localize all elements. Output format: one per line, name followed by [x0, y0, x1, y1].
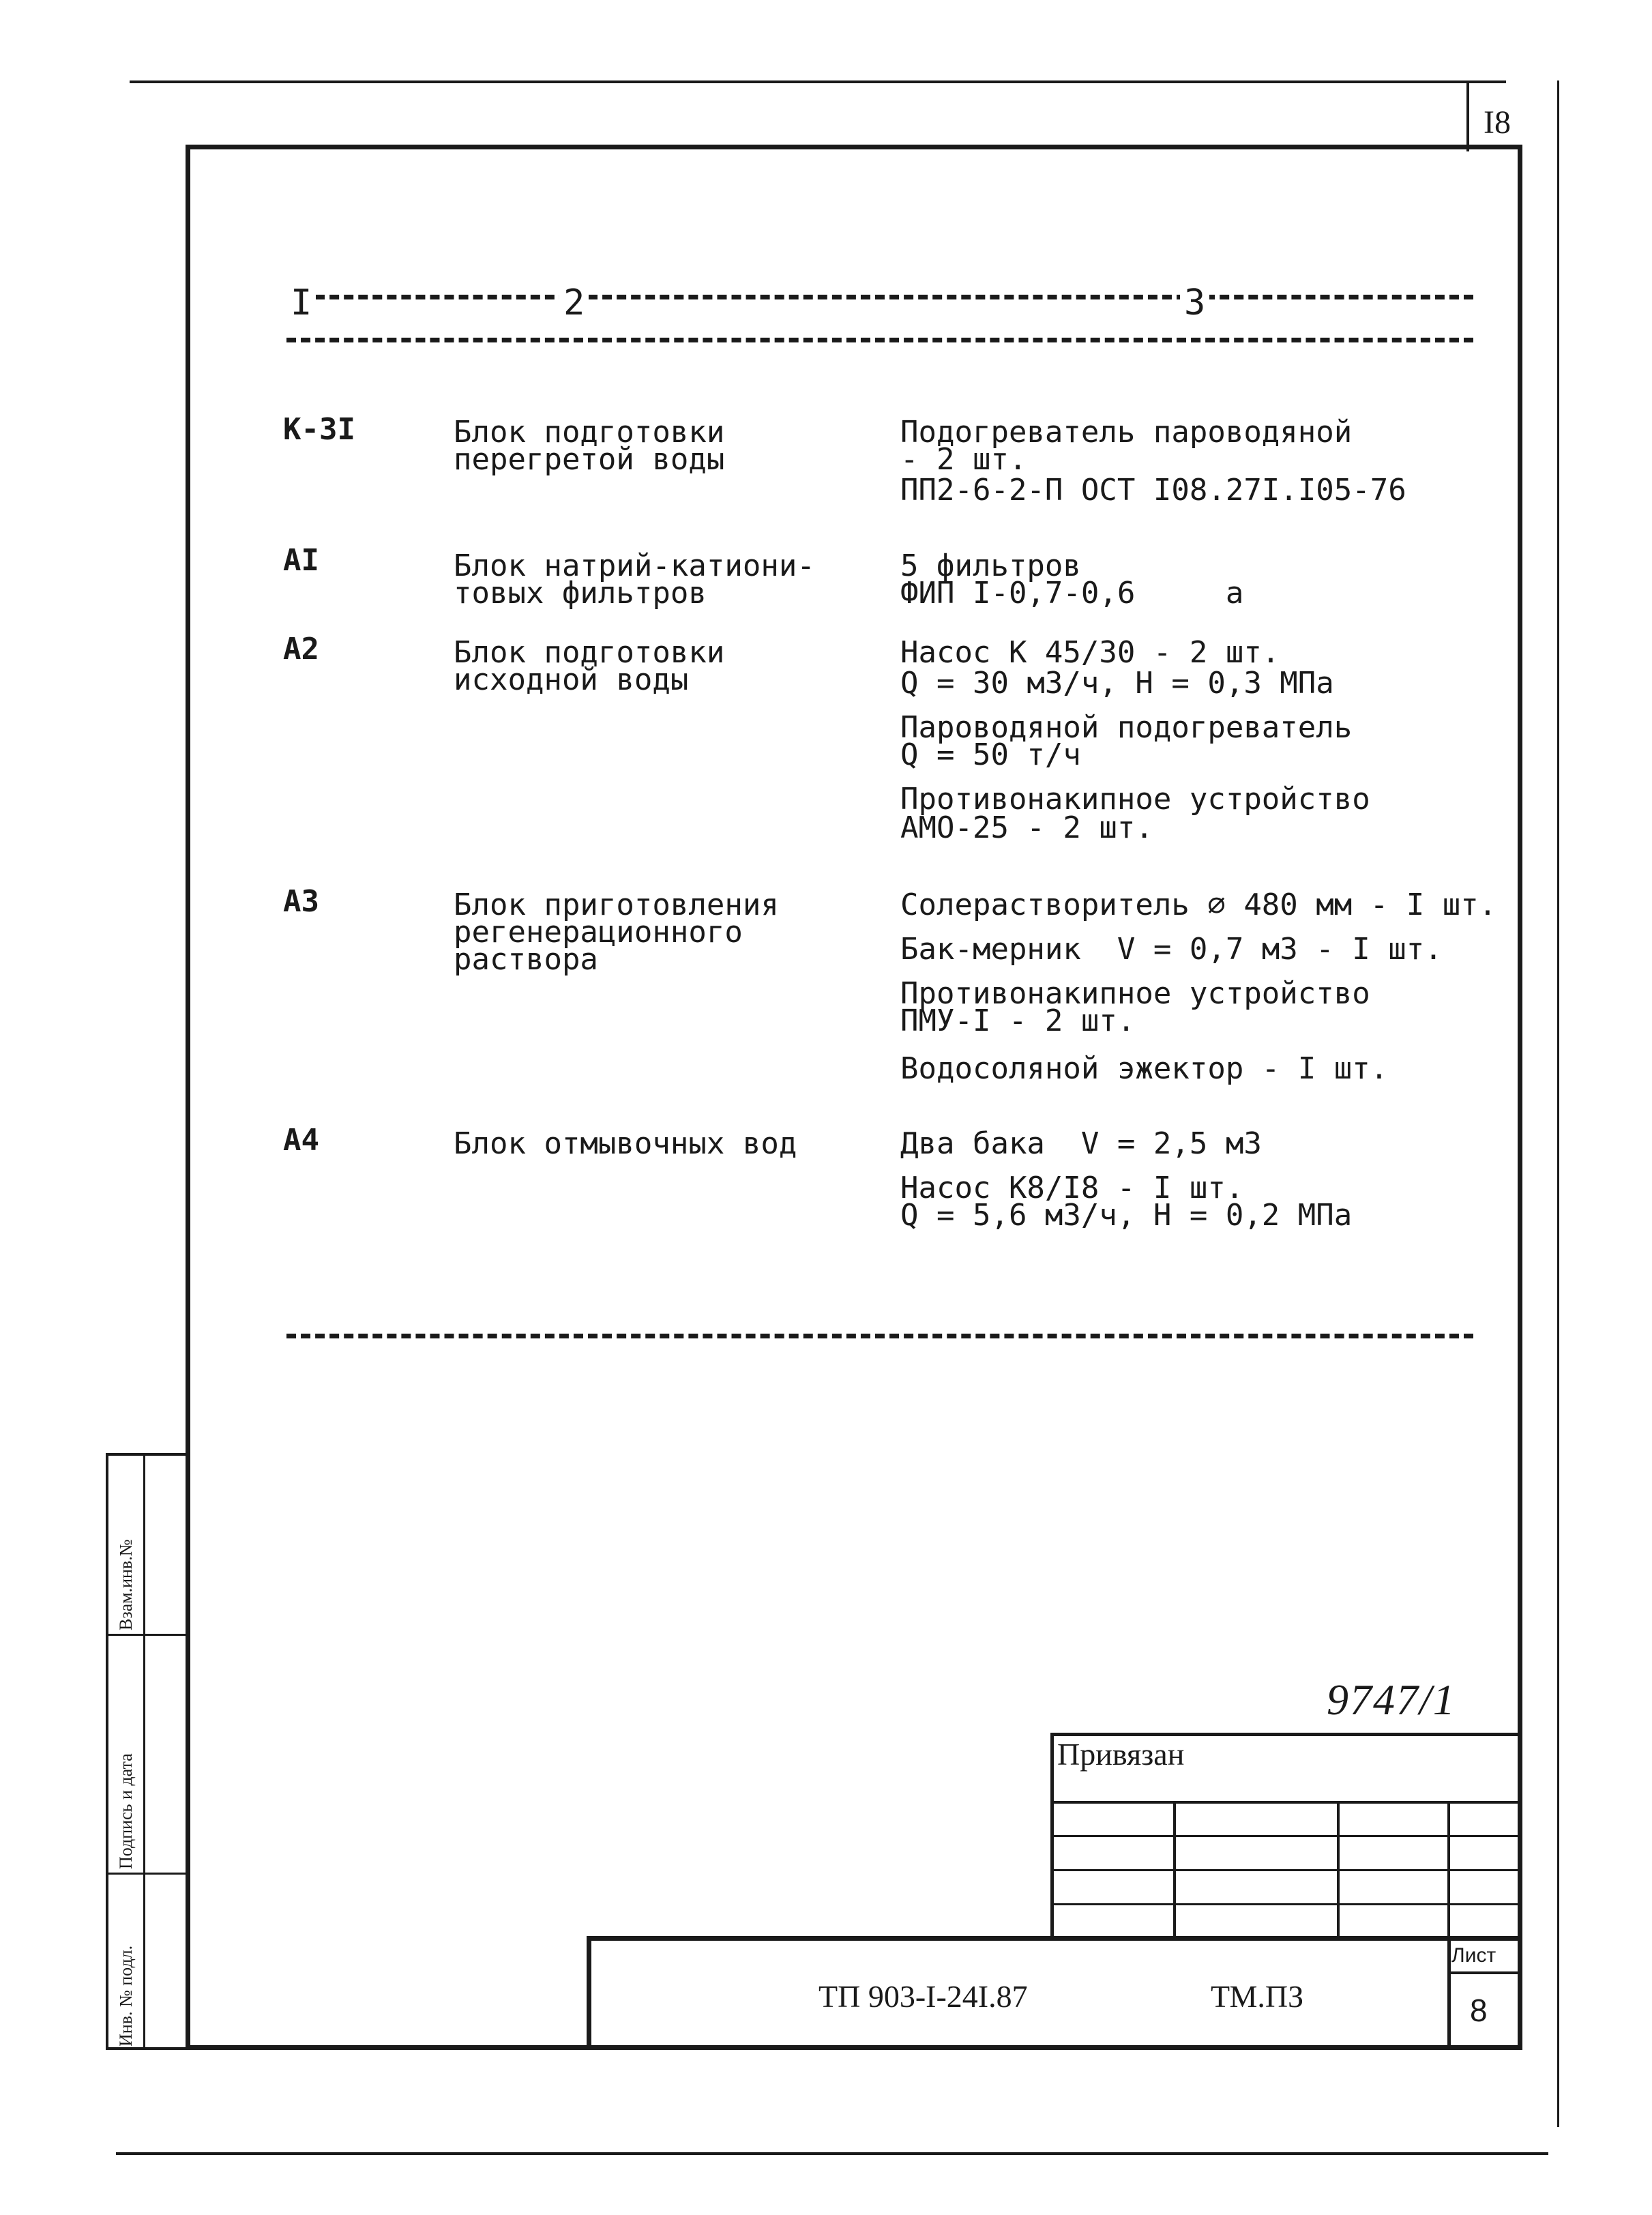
row-name-line: Блок приготовления — [454, 888, 779, 922]
privyazan-grid-line — [1050, 1903, 1521, 1905]
side-label-vzam-inv: Взам.инв.№ — [116, 1539, 136, 1630]
privyazan-grid-col — [1447, 1801, 1450, 1937]
row-name-line: регенерационного — [454, 915, 743, 950]
row-name-line: исходной воды — [454, 662, 689, 697]
equipment-line: ФИП I-0,7-0,6 а — [900, 576, 1244, 611]
row-name-line: раствора — [454, 942, 598, 977]
equipment-line: Бак-мерник V = 0,7 м3 - I шт. — [900, 932, 1443, 967]
row-code: AI — [283, 543, 319, 578]
equipment-line: Насос К8/I8 - I шт. — [900, 1171, 1244, 1205]
side-stamp-divider — [143, 1453, 145, 2050]
sheet-label: Лист — [1451, 1944, 1496, 1967]
sheet-cell-left — [1447, 1936, 1451, 2050]
row-name-line: Блок подготовки — [454, 415, 725, 450]
equipment-line: Q = 30 м3/ч, Н = 0,3 МПа — [900, 666, 1334, 701]
sheet-number: 8 — [1470, 1993, 1488, 2028]
header-dash-top — [286, 295, 1473, 299]
title-block — [587, 1936, 1522, 2050]
header-dash-bottom — [286, 338, 1473, 342]
equipment-line: Водосоляной эжектор - I шт. — [900, 1051, 1389, 1086]
row-name-line: товых фильтров — [454, 576, 707, 611]
sheet-bottom-edge — [116, 2152, 1548, 2155]
row-name-line: Блок отмывочных вод — [454, 1126, 797, 1161]
equipment-line: Q = 5,6 м3/ч, Н = 0,2 МПа — [900, 1198, 1353, 1233]
side-stamp-row-line — [106, 1634, 188, 1636]
privyazan-label: Привязан — [1057, 1737, 1185, 1772]
row-code: К-3I — [283, 412, 355, 447]
privyazan-grid-col — [1173, 1801, 1176, 1937]
equipment-line: ПП2-6-2-П ОСТ I08.27I.I05-76 — [900, 473, 1406, 508]
document-code: ТП 903-I-24I.87 — [818, 1979, 1028, 2014]
sheet-top-edge — [130, 80, 1506, 83]
equipment-line: 5 фильтров — [900, 548, 1081, 583]
privyazan-grid-line — [1050, 1801, 1521, 1804]
corner-box-left — [1466, 80, 1469, 151]
row-code: A2 — [283, 632, 319, 666]
equipment-line: - 2 шт. — [900, 442, 1027, 477]
sheet-cell-divider — [1447, 1971, 1522, 1974]
equipment-line: ПМУ-I - 2 шт. — [900, 1003, 1136, 1038]
equipment-line: Противонакипное устройство — [900, 782, 1370, 817]
row-code: A3 — [283, 884, 319, 919]
column-header-3: 3 — [1180, 288, 1209, 318]
equipment-line: Пароводяной подогреватель — [900, 710, 1353, 745]
side-label-inv-podl: Инв. № подл. — [116, 1945, 136, 2047]
row-name-line: Блок натрий-катиони- — [454, 548, 815, 583]
section-code: ТМ.ПЗ — [1211, 1979, 1304, 2014]
equipment-line: АМО-25 - 2 шт. — [900, 810, 1153, 845]
row-name-line: Блок подготовки — [454, 635, 725, 670]
row-code: A4 — [283, 1123, 319, 1158]
row-name-line: перегретой воды — [454, 442, 725, 477]
equipment-line: Q = 50 т/ч — [900, 737, 1081, 772]
side-label-podpis-data: Подпись и дата — [116, 1753, 136, 1869]
equipment-line: Насос К 45/30 - 2 шт. — [900, 635, 1280, 670]
side-stamp-row-line — [106, 1873, 188, 1875]
corner-page-number: I8 — [1484, 104, 1511, 141]
privyazan-grid-line — [1050, 1835, 1521, 1837]
column-header-1: I — [286, 288, 316, 318]
equipment-line: Подогреватель пароводяной — [900, 415, 1353, 450]
handwritten-number: 9747/1 — [1327, 1675, 1456, 1724]
equipment-line: Два бака V = 2,5 м3 — [900, 1126, 1262, 1161]
privyazan-grid-line — [1050, 1869, 1521, 1871]
equipment-line: Солерастворитель ∅ 480 мм - I шт. — [900, 888, 1497, 922]
privyazan-grid-col — [1337, 1801, 1340, 1937]
equipment-line: Противонакипное устройство — [900, 976, 1370, 1011]
sheet-right-edge — [1557, 80, 1559, 2127]
column-header-2: 2 — [559, 288, 589, 318]
table-end-dash — [286, 1334, 1473, 1338]
